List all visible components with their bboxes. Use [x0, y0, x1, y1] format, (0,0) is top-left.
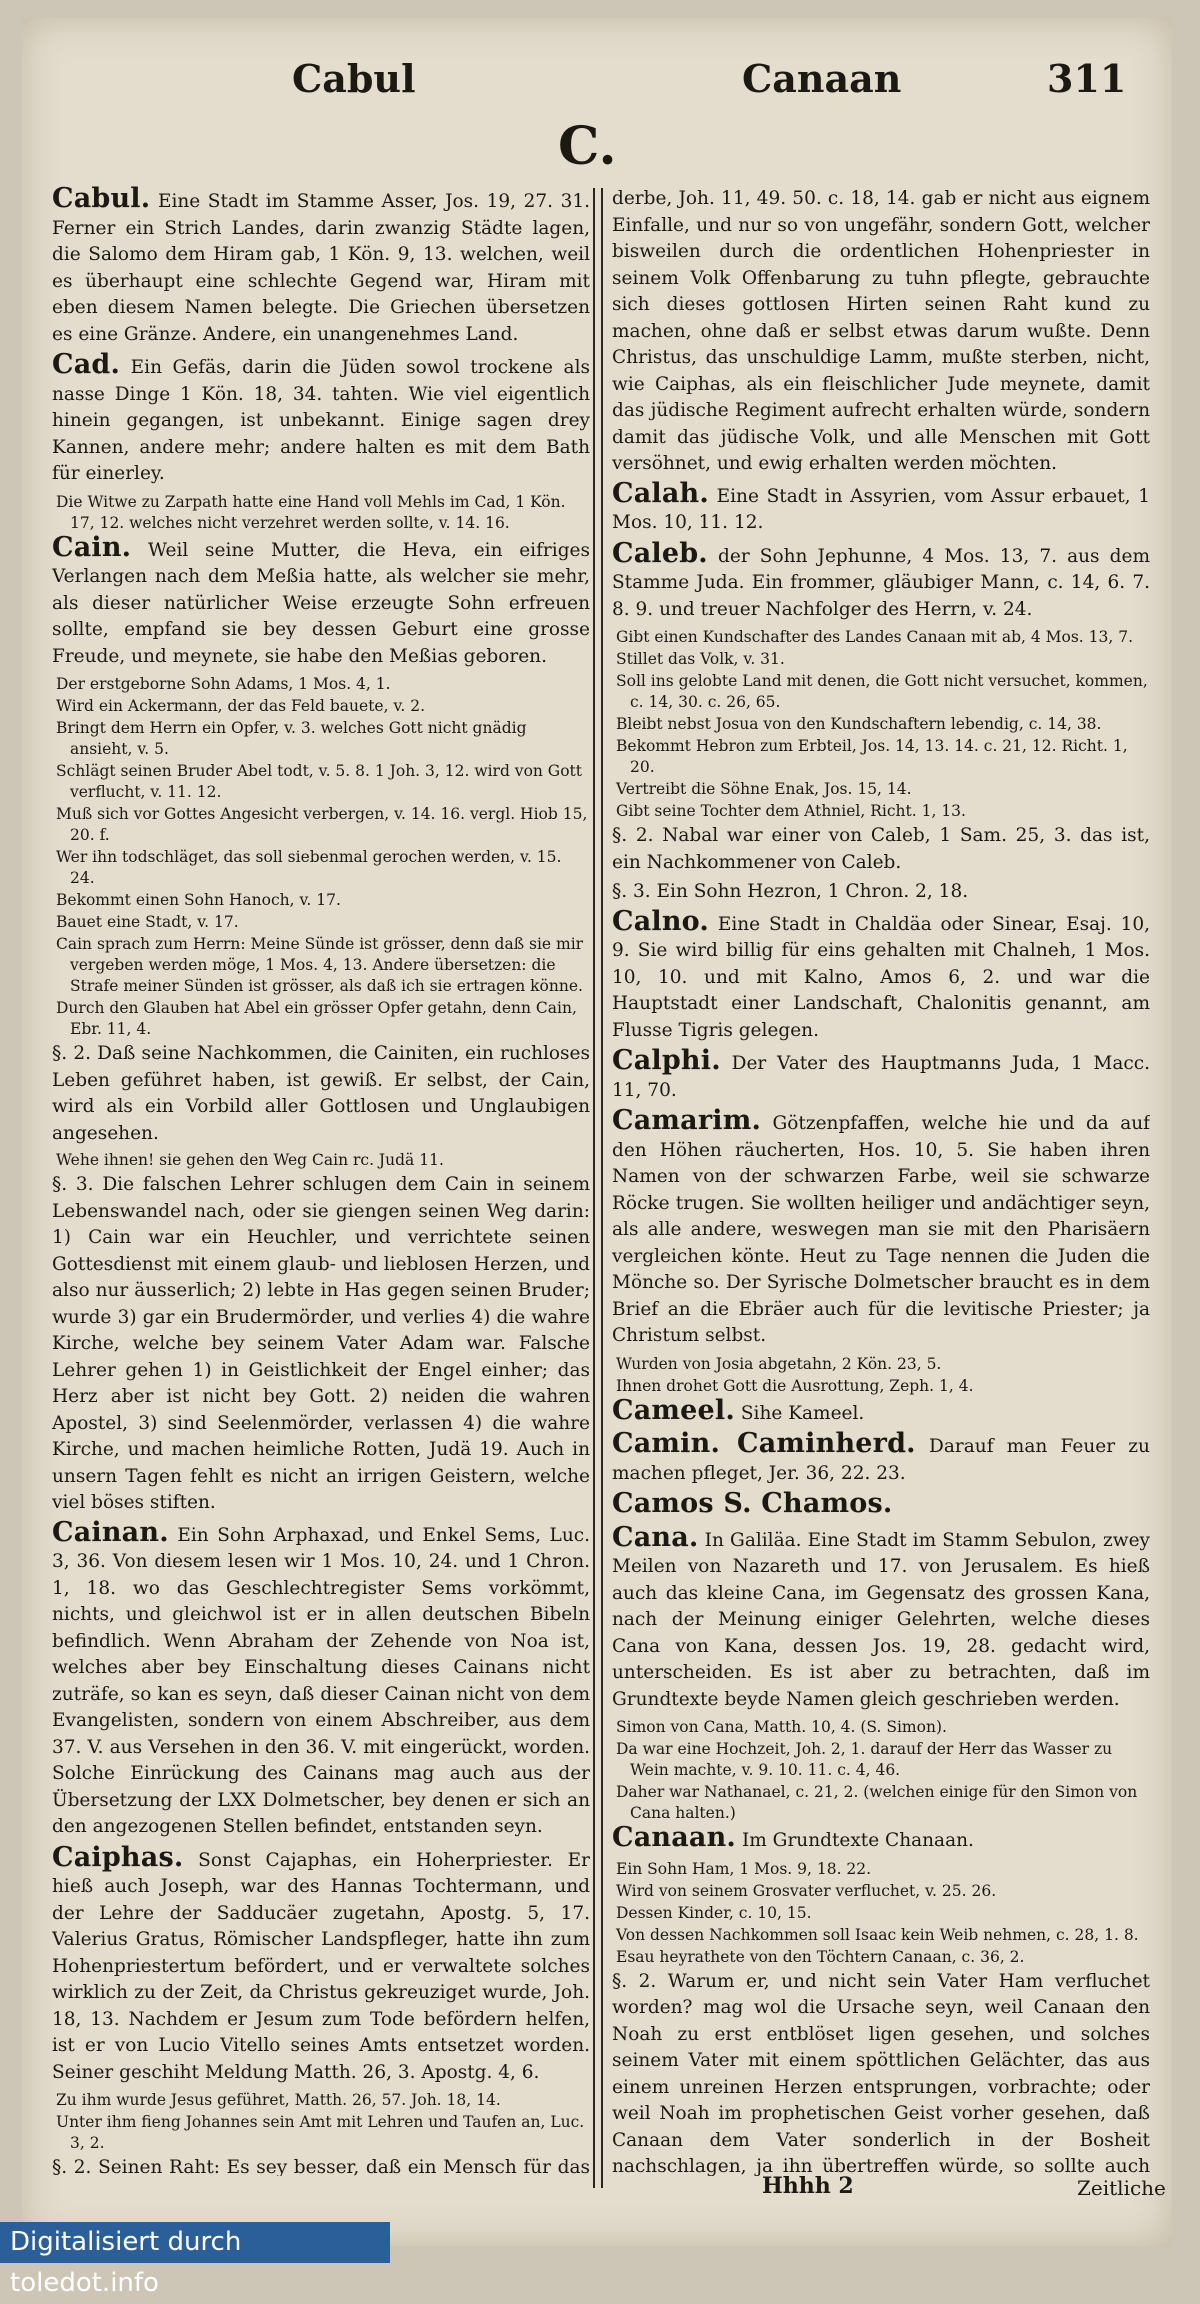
entry-cainan: [52, 1516, 590, 1841]
headword: Camos S. Chamos.: [612, 1488, 893, 1519]
paragraph: §. 2. Warum er, und nicht sein Vater Ham verfluchet worden? mag wol die Ursache seyn, weil Canaan den Noah zu erst entblöset ligen gesehen, und solches seinem Vater mit einem spöttlichen Gelächter, das aus einem unreinen Herzen entsprungen, vorbrachte; oder weil Noah im prophetischen Geist vorher gesehen, daß Canaan dem Vater sonderlich in der Bosheit nachschlagen, ja ihn übertreffen würde, so sollte auch: [612, 1970, 1150, 2176]
note: Vertreibt die Söhne Enak, Jos. 15, 14.: [616, 780, 912, 798]
note: Unter ihm fieng Johannes sein Amt mit Lehren und Taufen an, Luc. 3, 2.: [56, 2113, 585, 2152]
headword: Cainan.: [52, 1516, 169, 1548]
entry-text: Sihe Kameel.: [740, 1402, 865, 1424]
entry-calno: [612, 905, 1150, 1045]
note: Wird ein Ackermann, der das Feld bauete, v. 2.: [56, 697, 426, 715]
left-column: [52, 186, 590, 2176]
entry-cana: [612, 1521, 1150, 1714]
entry-text: Eine Stadt in Chaldäa oder Sinear, Esaj. 10, 9. Sie wird billig für eins gehalten mit Chalneh, 1 Mos. 10, 10. und mit Kalno, Amos 6, 2. und war die Hauptstadt einer Landschaft, Chalonitis genannt, am Flusse Tigris gelegen.: [612, 913, 1150, 1041]
note: Von dessen Nachkommen soll Isaac kein Weib nehmen, c. 28, 1. 8.: [616, 1925, 1139, 1944]
paragraph: derbe, Joh. 11, 49. 50. c. 18, 14. gab er nicht aus eignem Einfalle, und nur so von ungefähr, sondern Gott, welcher bisweilen durch die ordentlichen Hohenpriester in seinem Volk Offenbarung zu tuhn pflegte, gebrauchte sich dieses gottlosen Hirten seinen Raht kund zu machen, ohne daß er selbst etwas darum wußte. Denn Christus, das unschuldige Lamm, mußte sterben, nicht, wie Caiphas, als ein fleischlicher Jude meynete, damit das jüdische Regiment aufrecht erhalten würde, sondern damit das jüdische Volk, und alle Menschen mit Gott versöhnet, und ewig erhalten werden möchten.: [612, 188, 1150, 474]
entry-text: Ein Sohn Arphaxad, und Enkel Sems, Luc. 3, 36. Von diesem lesen wir 1 Mos. 10, 24. und 1 Chron. 1, 18. wo das Geschlechtregister Sems vorkömmt, nichts, und gleichwol ist er in allen deutschen Bibeln befindlich. Wenn Abraham der Zehende von Noa ist, welches aber bey Einschaltung dieses Cainans nicht zuträfe, so kan es seyn, daß dieser Cainan nicht von dem Evangelisten, sondern von einem Abschreiber, aus dem 37. V. aus Versehen in den 36. V. mit eingerückt, worden. Solche Einrückung des Cainans mag auch aus der Übersetzung der LXX Dolmetscher, bey denen er sich an den angezogenen Stellen befindet, entstanden seyn.: [52, 1524, 590, 1837]
entry-canaan: [612, 1822, 1150, 1855]
note: Muß sich vor Gottes Angesicht verbergen, v. 14. 16. vergl. Hiob 15, 20. f.: [56, 805, 588, 844]
note: Daher war Nathanael, c. 21, 2. (welchen einige für den Simon von Cana halten.): [616, 1783, 1138, 1822]
entry-caleb: [612, 537, 1150, 624]
headword: Calphi.: [612, 1045, 721, 1076]
entry-camin: [612, 1428, 1150, 1487]
note: Wird von seinem Grosvater verfluchet, v. 25. 26.: [616, 1881, 997, 1900]
entry-text: Sonst Cajaphas, ein Hoherpriester. Er hieß auch Joseph, war des Hannas Tochtermann, und der Lehre der Sadducäer zugetahn, Apostg. 5, 17. Valerius Gratus, Römischer Landspfleger, hatte ihn zum Hohenpriestertum befördert, und er verwaltete solches wirklich zu der Zeit, da Christus gekreuziget wurde, Joh. 18, 13. Nachdem er Jesum zum Tode befördern helfen, ist er von Lucio Vitello seines Amts entsetzet worden. Seiner geschiht Meldung Matth. 26, 3. Apostg. 4, 6.: [52, 1849, 590, 2083]
section-letter: C.: [558, 116, 617, 177]
note: Bleibt nebst Josua von den Kundschaftern lebendig, c. 14, 38.: [616, 715, 1102, 733]
headword: Camarim.: [612, 1105, 762, 1136]
paragraph: §. 3. Ein Sohn Hezron, 1 Chron. 2, 18.: [612, 881, 969, 902]
note: Soll ins gelobte Land mit denen, die Gott nicht versuchet, kommen, c. 14, 30. c. 26, 65.: [616, 672, 1148, 711]
entry-text: Darauf man Feuer zu machen pfleget, Jer. 36, 22. 23.: [612, 1436, 1150, 1484]
entry-camos: [612, 1488, 1150, 1521]
headword: Calno.: [612, 905, 710, 937]
entry-text: der Sohn Jephunne, 4 Mos. 13, 7. aus dem Stamme Juda. Ein frommer, gläubiger Mann, c. 14, 6. 7. 8. 9. und treuer Nachfolger des Herrn, v. 24.: [612, 545, 1150, 620]
note: Bauet eine Stadt, v. 17.: [56, 913, 239, 931]
running-head-left: Cabul: [292, 56, 416, 101]
entry-cabul: [52, 186, 590, 348]
entry-cad: [52, 349, 590, 488]
book-page: [22, 18, 1172, 2246]
note: Ein Sohn Ham, 1 Mos. 9, 18. 22.: [616, 1859, 872, 1878]
catchword: Zeitliche: [1077, 2176, 1166, 2200]
note: Bekommt einen Sohn Hanoch, v. 17.: [56, 891, 341, 909]
note: Schlägt seinen Bruder Abel todt, v. 5. 8. 1 Joh. 3, 12. wird von Gott verflucht, v. 11. 12.: [56, 762, 582, 801]
note: Die Witwe zu Zarpath hatte eine Hand voll Mehls im Cad, 1 Kön. 17, 12. welches nicht verzehret werden sollte, v. 14. 16.: [56, 492, 566, 532]
entry-text: Götzenpfaffen, welche hie und da auf den Höhen räucherten, Hos. 10, 5. Sie haben ihren Namen von der schwarzen Farbe, weil sie schwarze Röcke trugen. Sie wollten heiliger und andächtiger seyn, als alle andere, weswegen man sie mit den Pharisäern vergleichen könte. Heut zu Tage nennen die Juden die Mönche so. Der Syrische Dolmetscher braucht es in dem Brief an die Ebräer auch für die levitische Priester; ja Christum selbst.: [612, 1113, 1150, 1346]
note: Gibt einen Kundschafter des Landes Canaan mit ab, 4 Mos. 13, 7.: [616, 628, 1134, 646]
note: Cain sprach zum Herrn: Meine Sünde ist grösser, denn daß sie mir vergeben werden möge, 1 Mos. 4, 13. Andere übersetzen: die Strafe meiner Sünden ist grösser, als daß ich sie ertragen könne.: [56, 935, 584, 995]
entry-text: Eine Stadt in Assyrien, vom Assur erbauet, 1 Mos. 10, 11. 12.: [612, 485, 1150, 533]
headword: Cameel.: [612, 1394, 735, 1426]
headword: Cain.: [52, 531, 132, 563]
note: Zu ihm wurde Jesus geführet, Matth. 26, 57. Joh. 18, 14.: [56, 2091, 501, 2109]
headword: Caiphas.: [52, 1841, 184, 1873]
note: Simon von Cana, Matth. 10, 4. (S. Simon).: [616, 1718, 947, 1736]
entry-camarim: [612, 1105, 1150, 1350]
note: Stillet das Volk, v. 31.: [616, 650, 785, 668]
column-divider: [593, 188, 603, 2188]
note: Durch den Glauben hat Abel ein grösser Opfer getahn, denn Cain, Ebr. 11, 4.: [56, 999, 577, 1038]
headword: Calah.: [612, 477, 709, 509]
headword: Cabul.: [52, 186, 151, 214]
paragraph: §. 2. Daß seine Nachkommen, die Cainiten, ein ruchloses Leben geführet haben, ist gewiß. Er selbst, der Cain, wird als ein Vorbild aller Gottlosen und Unglaubigen angesehen.: [52, 1043, 590, 1144]
note: Dessen Kinder, c. 10, 15.: [616, 1903, 812, 1922]
paragraph: §. 2. Seinen Raht: Es sey besser, daß ein Mensch für das: [52, 2157, 590, 2176]
note: Der erstgeborne Sohn Adams, 1 Mos. 4, 1.: [56, 675, 391, 693]
note: Wehe ihnen! sie gehen den Weg Cain rc. Judä 11.: [56, 1151, 444, 1169]
note: Da war eine Hochzeit, Joh. 2, 1. darauf der Herr das Wasser zu Wein machte, v. 9. 10. 11. c. 4, 46.: [616, 1740, 1113, 1779]
headword: Canaan.: [612, 1822, 737, 1853]
right-column: [612, 186, 1150, 2176]
entry-text: In Galiläa. Eine Stadt im Stamm Sebulon, zwey Meilen von Nazareth und 17. von Jerusalem. Es hieß auch das kleine Cana, im Gegensatz des grossen Kana, nach der Meinung einiger Gelehrten, welche dieses Cana von Kana, dessen Jos. 19, 28. gedacht wird, unterscheiden. Es ist aber zu betrachten, daß im Grundtexte beyde Namen gleich geschrieben werden.: [612, 1529, 1150, 1710]
entry-text: Eine Stadt im Stamme Asser, Jos. 19, 27. 31. Ferner ein Strich Landes, darin zwanzig Städte lagen, die Salomo dem Hiram gab, 1 Kön. 9, 13. welchen, weil es überhaupt eine schlechte Gegend war, Hiram mit eben diesem Namen belegte. Die Griechen übersetzen es eine Gränze. Andere, ein unangenehmes Land.: [52, 191, 590, 345]
note: Bekommt Hebron zum Erbteil, Jos. 14, 13. 14. c. 21, 12. Richt. 1, 20.: [616, 737, 1128, 776]
entry-text: Im Grundtexte Chanaan.: [741, 1830, 974, 1851]
note: Esau heyrathete von den Töchtern Canaan, c. 36, 2.: [616, 1947, 1025, 1966]
paragraph: §. 3. Die falschen Lehrer schlugen dem Cain in seinem Lebenswandel nach, oder sie giengen seinen Weg darin: 1) Cain war ein Heuchler, und verrichtete seinen Gottesdienst mit einem glaub- und lieblosen Herzen, und also nur äusserlich; 2) lebte in Has gegen seinen Bruder; wurde 3) gar ein Brudermörder, und verlies 4) die wahre Kirche, welche bey seinem Vater Adam war. Falsche Lehrer gehen 1) in Geistlichkeit der Engel einher; das Herz aber ist nicht bey Gott. 2) neiden die wahren Apostel, 3) sind Seelenmörder, verlassen 4) die wahre Kirche, und machen heimliche Rotten, Judä 19. Auch in unsern Tagen fehlt es nicht an irrigen Geistern, welche viel böses stiften.: [52, 1174, 590, 1513]
entry-text: Ein Gefäs, darin die Jüden sowol trockene als nasse Dinge 1 Kön. 18, 34. tahten. Wie viel eigentlich hinein gegangen, ist unbekannt. Einige sagen drey Kannen, andere mehr; andere halten es mit dem Bath für einerley.: [52, 357, 590, 484]
note: Gibt seine Tochter dem Athniel, Richt. 1, 13.: [616, 802, 966, 820]
entry-text: Weil seine Mutter, die Heva, ein eifriges Verlangen nach dem Meßia hatte, als welcher sie mehr, als dieser natürlicher Weise erzeugte Sohn erfreuen sollte, empfand sie bey dessen Geburt eine grosse Freude, und meynete, sie habe den Meßias geboren.: [52, 539, 590, 667]
headword: Caleb.: [612, 537, 708, 569]
headword: Cana.: [612, 1521, 699, 1553]
signature-mark: Hhhh 2: [762, 2173, 854, 2199]
note: Wer ihn todschläget, das soll siebenmal gerochen werden, v. 15. 24.: [56, 848, 562, 887]
running-head-right: Canaan: [742, 56, 902, 101]
digitization-banner: Digitalisiert durch toledot.info: [0, 2222, 390, 2263]
page-number: 311: [1047, 56, 1127, 101]
note: Wurden von Josia abgetahn, 2 Kön. 23, 5.: [616, 1354, 942, 1373]
entry-text: Der Vater des Hauptmanns Juda, 1 Macc. 11, 70.: [612, 1053, 1150, 1101]
entry-caiphas: [52, 1841, 590, 2087]
headword: Camin. Caminherd.: [612, 1428, 916, 1459]
entry-cameel: [612, 1394, 1150, 1428]
note: Ihnen drohet Gott die Ausrottung, Zeph. 1, 4.: [616, 1376, 974, 1395]
entry-calphi: [612, 1045, 1150, 1104]
paragraph: §. 2. Nabal war einer von Caleb, 1 Sam. 25, 3. das ist, ein Nachkommener von Caleb.: [612, 825, 1150, 873]
entry-cain: [52, 531, 590, 671]
entry-calah: [612, 477, 1150, 537]
note: Bringt dem Herrn ein Opfer, v. 3. welches Gott nicht gnädig ansieht, v. 5.: [56, 719, 527, 758]
headword: Cad.: [52, 349, 121, 380]
